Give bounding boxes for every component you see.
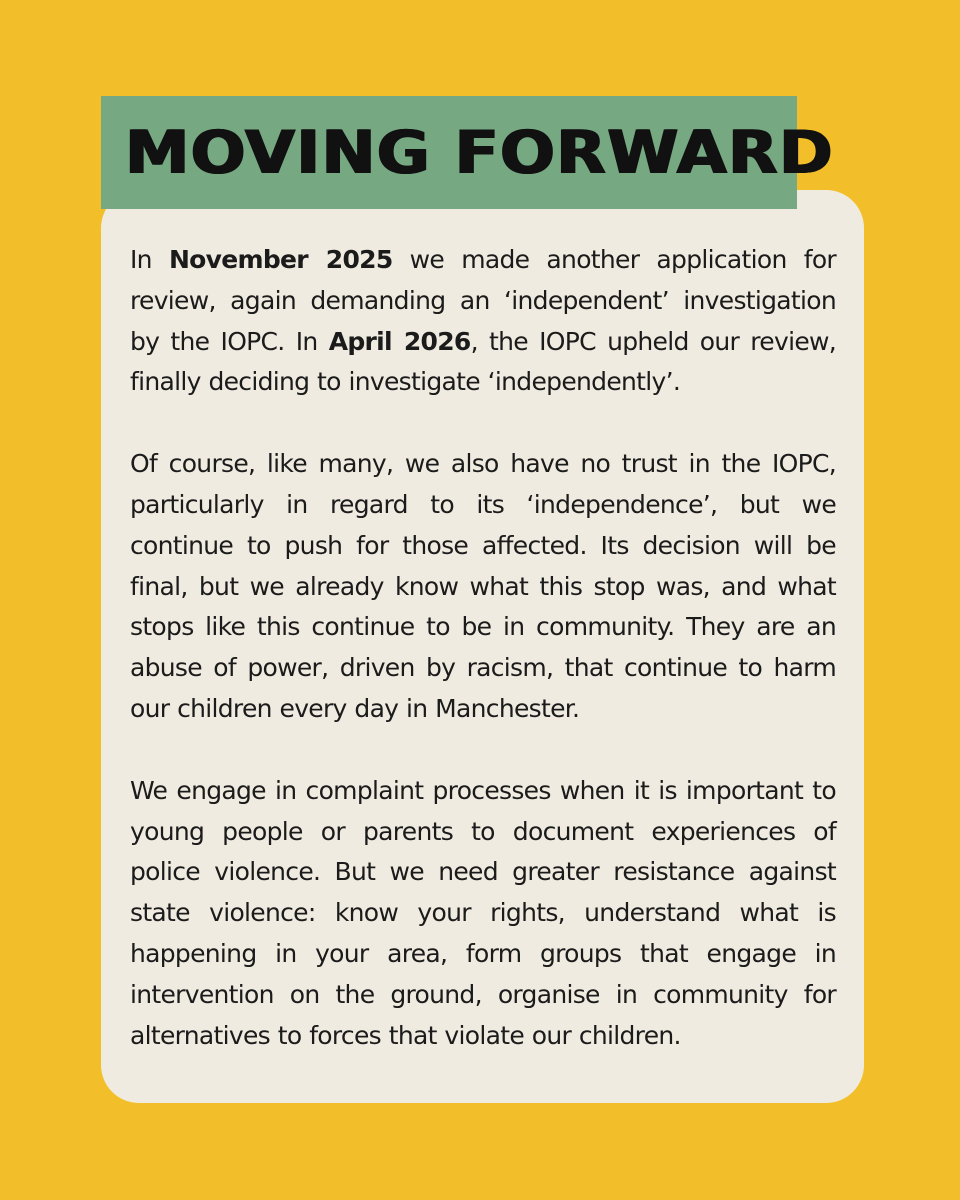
paragraph-1	[130, 240, 836, 403]
paragraph-2: Of course, like many, we also have no trust in the IOPC, particularly in regard to its ‘independence’, but we continue to push for those affected. Its decision will be final, but we already know what this stop was, and what stops like this continue to be in community. They are an abuse of power, driven by racism, that continue to harm our children every day in Manchester.	[130, 449, 836, 723]
paragraph-1-text-2: we made another application for review, again demanding an ‘independent’ investigation by the IOPC. In	[130, 245, 836, 356]
body-text	[130, 240, 836, 1056]
paragraph-3: We engage in complaint processes when it is important to young people or parents to document experiences of police violence. But we need greater resistance against state violence: know your rights, understand what is happening in your area, form groups that engage in intervention on the ground, organise in community for alternatives to forces that violate our children.	[130, 775, 836, 1050]
title-banner	[101, 96, 834, 209]
paragraph-1-text-1: In	[130, 245, 169, 274]
date-november-2025: November 2025	[168, 245, 393, 274]
page-title: MOVING FORWARD	[125, 117, 834, 188]
date-april-2026: April 2026	[328, 326, 471, 356]
paragraph-1-text-3: , the IOPC upheld our review, finally deciding to investigate ‘independently’.	[130, 326, 836, 397]
